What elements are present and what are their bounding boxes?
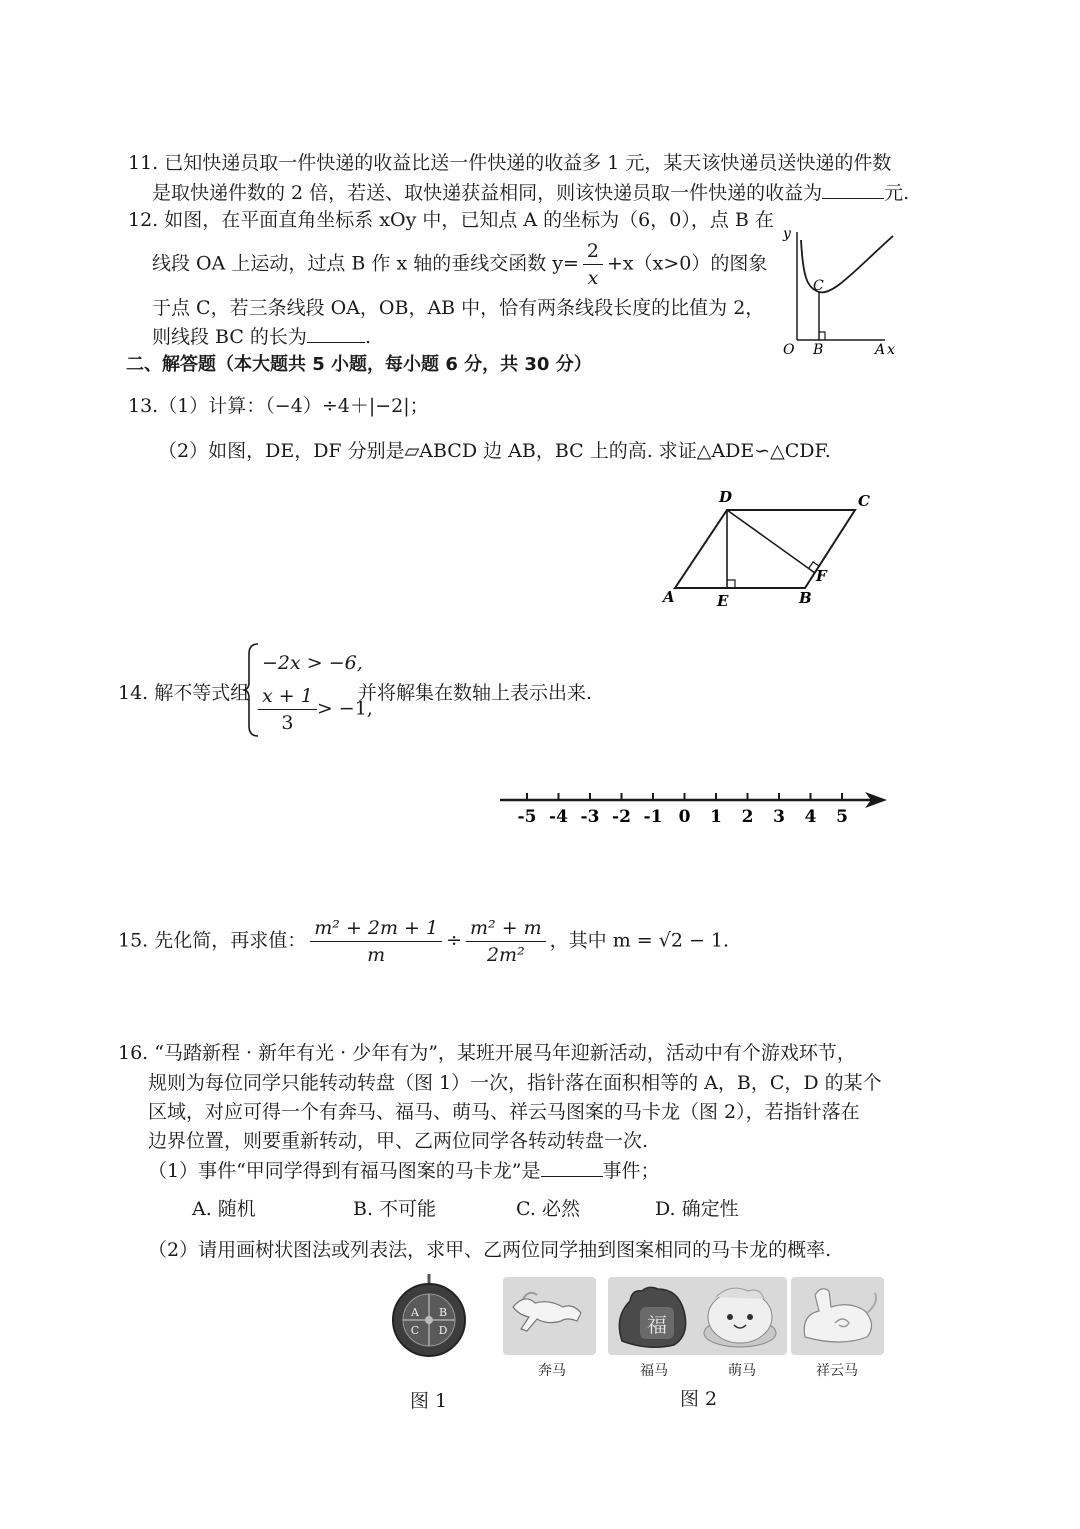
- q13-right-angle-e: [727, 580, 735, 588]
- q15-frac2-den: 2m²: [486, 944, 525, 966]
- macaron-card-mengma: [694, 1277, 787, 1355]
- q14-ineq2-fraction: [258, 683, 317, 736]
- q15-suffix: ，其中 m = √2 − 1.: [549, 929, 730, 952]
- q16-line3: 区域，对应可得一个有奔马、福马、萌马、祥云马图案的马卡龙（图 2），若指针落在: [148, 1101, 860, 1123]
- q12-label-x: x: [887, 342, 895, 358]
- q14-ineq2-rest: > −1,: [316, 697, 373, 720]
- q14-number-line: [495, 780, 890, 832]
- fu-char: 福: [647, 1313, 667, 1337]
- tick-label: -4: [549, 807, 568, 827]
- q12-line1: 12. 如图，在平面直角坐标系 xOy 中，已知点 A 的坐标为（6，0），点 B 在: [128, 209, 774, 231]
- macaron-card-xiangyunma: [791, 1277, 884, 1355]
- q15-fraction2: [466, 915, 546, 968]
- spinner-label-b: B: [438, 1306, 448, 1319]
- macaron-card-benma: [503, 1277, 596, 1355]
- q13-label-d: D: [719, 488, 733, 506]
- q15-frac1-num: m² + 2m + 1: [310, 915, 442, 942]
- tick-label: -3: [580, 807, 600, 827]
- q12-label-b: B: [813, 342, 824, 358]
- q12-label-a: A: [875, 342, 886, 358]
- q11-unit: 元.: [884, 182, 910, 204]
- number-line-ticks: [518, 793, 848, 827]
- caption-mengma: 萌马: [728, 1363, 756, 1379]
- tick-label: 0: [678, 807, 691, 827]
- q12-function-graph: [775, 222, 900, 362]
- q16-part1-post: 事件；: [602, 1160, 660, 1182]
- q13-part1: 13.（1）计算：（−4）÷4＋|−2|；: [128, 395, 429, 417]
- q14-ineq2-den: 3: [281, 712, 294, 734]
- caption-xiangyunma: 祥云马: [816, 1363, 858, 1379]
- fu-horse-image: [608, 1277, 701, 1355]
- q16-line1: 16. “马踏新程 · 新年有光 · 少年有为”，某班开展马年迎新活动，活动中有个游戏环节，: [118, 1042, 856, 1064]
- spinner-label-a: A: [411, 1306, 419, 1319]
- q12-line4: [152, 324, 371, 350]
- q12-frac-num: 2: [583, 238, 603, 265]
- q12-line4-end: .: [364, 326, 371, 348]
- tick-label: -1: [643, 807, 663, 827]
- q14-ineq1: −2x > −6,: [262, 652, 363, 674]
- q11-line2-text: 是取快递件数的 2 倍，若送、取快递获益相同，则该快递员取一件快递的收益为: [152, 182, 823, 204]
- spinner-label-c: C: [410, 1324, 420, 1337]
- q12-line4-text: 则线段 BC 的长为: [152, 326, 307, 348]
- q11-answer-blank[interactable]: [822, 180, 884, 199]
- q13-label-a: A: [663, 588, 675, 606]
- q12-fraction: [583, 238, 603, 291]
- q16-answer-blank[interactable]: [541, 1158, 603, 1177]
- q16-part1: [148, 1158, 660, 1184]
- q15-frac1-den: m: [367, 944, 386, 966]
- q12-line2-pre: 线段 OA 上运动，过点 B 作 x 轴的垂线交函数 y=: [152, 252, 579, 275]
- q12-right-angle: [819, 332, 825, 340]
- q16-option-d[interactable]: D. 确定性: [655, 1198, 739, 1220]
- q13-height-df: [727, 510, 815, 573]
- q13-label-b: B: [799, 589, 812, 607]
- q13-part2: （2）如图，DE，DF 分别是▱ABCD 边 AB，BC 上的高. 求证△ADE∽△CDF.: [158, 440, 831, 462]
- macaron-card-fuma: [608, 1277, 701, 1355]
- q13-parallelogram: [675, 510, 855, 588]
- q16-spinner: [388, 1270, 470, 1362]
- caption-benma: 奔马: [538, 1363, 566, 1379]
- figure2-caption: 图 2: [680, 1388, 718, 1410]
- q16-line4: 边界位置，则要重新转动，甲、乙两位同学各转动转盘一次.: [148, 1130, 649, 1152]
- q13-parallelogram-figure: [655, 482, 880, 612]
- q15-prefix: 15. 先化简，再求值：: [118, 929, 307, 952]
- q12-line2: [152, 238, 767, 291]
- running-horse-image: [503, 1277, 596, 1355]
- tick-label: 1: [710, 807, 722, 827]
- q16-option-c[interactable]: C. 必然: [516, 1198, 580, 1220]
- spinner-center: [425, 1316, 433, 1324]
- q12-label-y: y: [783, 226, 791, 242]
- q16-part1-pre: （1）事件“甲同学得到有福马图案的马卡龙”是: [148, 1160, 541, 1182]
- q14-prefix: 14. 解不等式组: [118, 682, 250, 704]
- q12-line3: 于点 C，若三条线段 OA，OB，AB 中，恰有两条线段长度的比值为 2，: [152, 297, 765, 319]
- tick-label: 2: [741, 807, 754, 827]
- q15-operator: ÷: [446, 929, 463, 952]
- q11-line1: 11. 已知快递员取一件快递的收益比送一件快递的收益多 1 元，某天该快递员送快递的件数: [128, 152, 892, 174]
- section2-title: 二、解答题（本大题共 5 小题，每小题 6 分，共 30 分）: [126, 354, 592, 375]
- q16-option-b[interactable]: B. 不可能: [353, 1198, 437, 1220]
- q16-line2: 规则为每位同学只能转动转盘（图 1）一次，指针落在面积相等的 A，B，C，D 的某个: [148, 1072, 882, 1094]
- q12-answer-blank[interactable]: [307, 324, 365, 343]
- q16-part2: （2）请用画树状图法或列表法，求甲、乙两位同学抽到图案相同的马卡龙的概率.: [148, 1239, 832, 1261]
- cloud-horse-image: [791, 1277, 884, 1355]
- tick-label: 4: [804, 807, 817, 827]
- q12-label-o: O: [783, 342, 795, 358]
- q15-expression: [118, 915, 729, 968]
- q14-ineq2: [258, 683, 373, 736]
- q11-line2: [152, 180, 909, 206]
- q12-line2-post: +x（x>0）的图象: [607, 252, 768, 275]
- tick-label: -2: [612, 807, 631, 827]
- q15-frac2-num: m² + m: [466, 915, 546, 942]
- tick-label: -5: [517, 807, 537, 827]
- cute-horse-image: [694, 1277, 787, 1355]
- q16-option-a[interactable]: A. 随机: [192, 1198, 256, 1220]
- q15-fraction1: [310, 915, 442, 968]
- q13-label-f: F: [816, 567, 827, 585]
- tick-label: 5: [836, 807, 848, 827]
- caption-fuma: 福马: [640, 1363, 668, 1379]
- q13-label-e: E: [717, 592, 729, 610]
- q13-label-c: C: [858, 492, 870, 510]
- figure1-caption: 图 1: [410, 1390, 448, 1412]
- spinner-label-d: D: [438, 1324, 448, 1337]
- q12-label-c: C: [813, 278, 824, 294]
- q14-ineq2-num: x + 1: [258, 683, 317, 710]
- tick-label: 3: [773, 807, 785, 827]
- q14-suffix: 并将解集在数轴上表示出来.: [358, 682, 593, 704]
- q12-frac-den: x: [587, 267, 599, 289]
